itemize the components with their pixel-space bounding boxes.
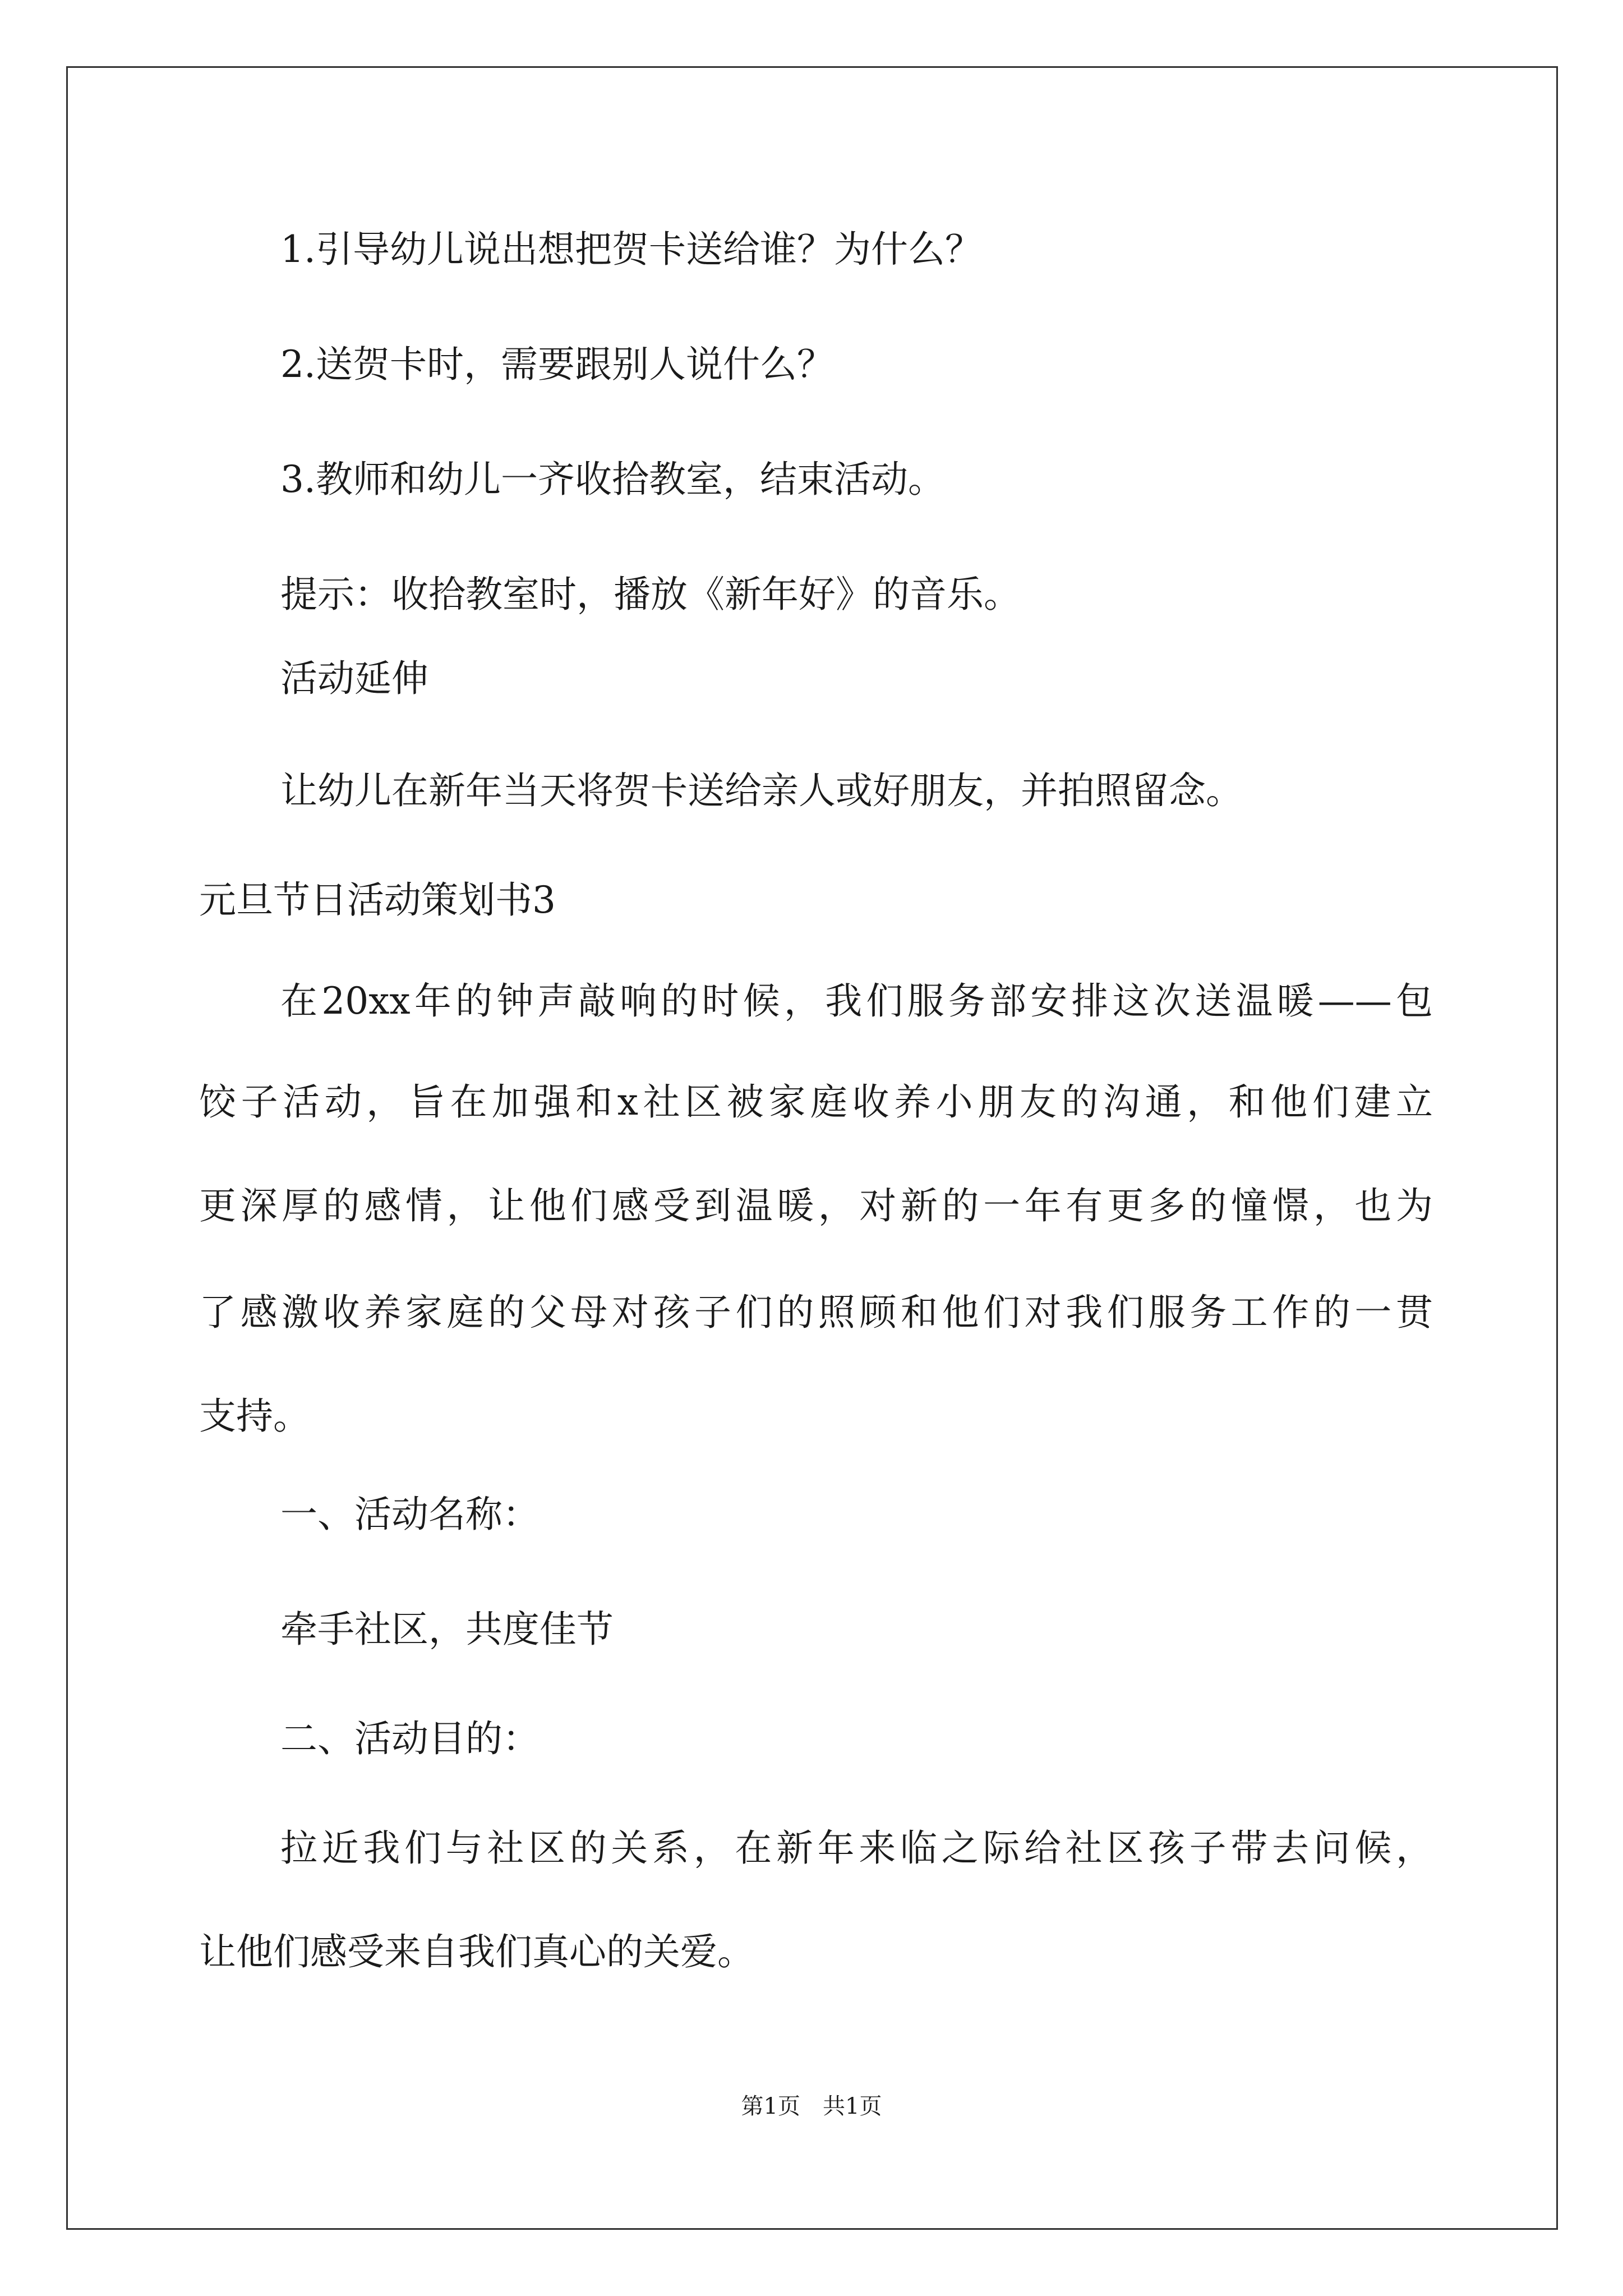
paragraph-line: 了感激收养家庭的父母对孩子们的照顾和他们对我们服务工作的一贯 xyxy=(199,1291,1433,1334)
page-number: 第1页 共1页 xyxy=(741,2093,882,2119)
paragraph-line: 1.引导幼儿说出想把贺卡送给谁？为什么？ xyxy=(280,228,982,271)
page-border xyxy=(66,66,1558,2230)
section-heading: 二、活动目的： xyxy=(280,1717,540,1760)
paragraph-line: 提示：收拾教室时，播放《新年好》的音乐。 xyxy=(280,573,1021,616)
document-title: 元旦节日活动策划书3 xyxy=(199,878,556,922)
paragraph-line: 让他们感受来自我们真心的关爱。 xyxy=(199,1930,754,1973)
section-heading: 活动延伸 xyxy=(280,657,428,700)
paragraph-line: 拉近我们与社区的关系，在新年来临之际给社区孩子带去问候， xyxy=(280,1826,1433,1870)
paragraph-line: 更深厚的感情，让他们感受到温暖，对新的一年有更多的憧憬，也为 xyxy=(199,1184,1433,1227)
paragraph-line: 饺子活动，旨在加强和x社区被家庭收养小朋友的沟通，和他们建立 xyxy=(199,1080,1433,1124)
paragraph-line: 2.送贺卡时，需要跟别人说什么？ xyxy=(280,343,834,386)
paragraph-line: 支持。 xyxy=(199,1395,310,1438)
paragraph-line: 3.教师和幼儿一齐收拾教室，结束活动。 xyxy=(280,458,945,501)
section-heading: 一、活动名称： xyxy=(280,1493,540,1536)
paragraph-line: 让幼儿在新年当天将贺卡送给亲人或好朋友，并拍照留念。 xyxy=(280,769,1243,812)
paragraph-line: 牵手社区，共度佳节 xyxy=(280,1608,614,1651)
paragraph-line: 在20xx年的钟声敲响的时候，我们服务部安排这次送温暖——包 xyxy=(280,979,1433,1023)
